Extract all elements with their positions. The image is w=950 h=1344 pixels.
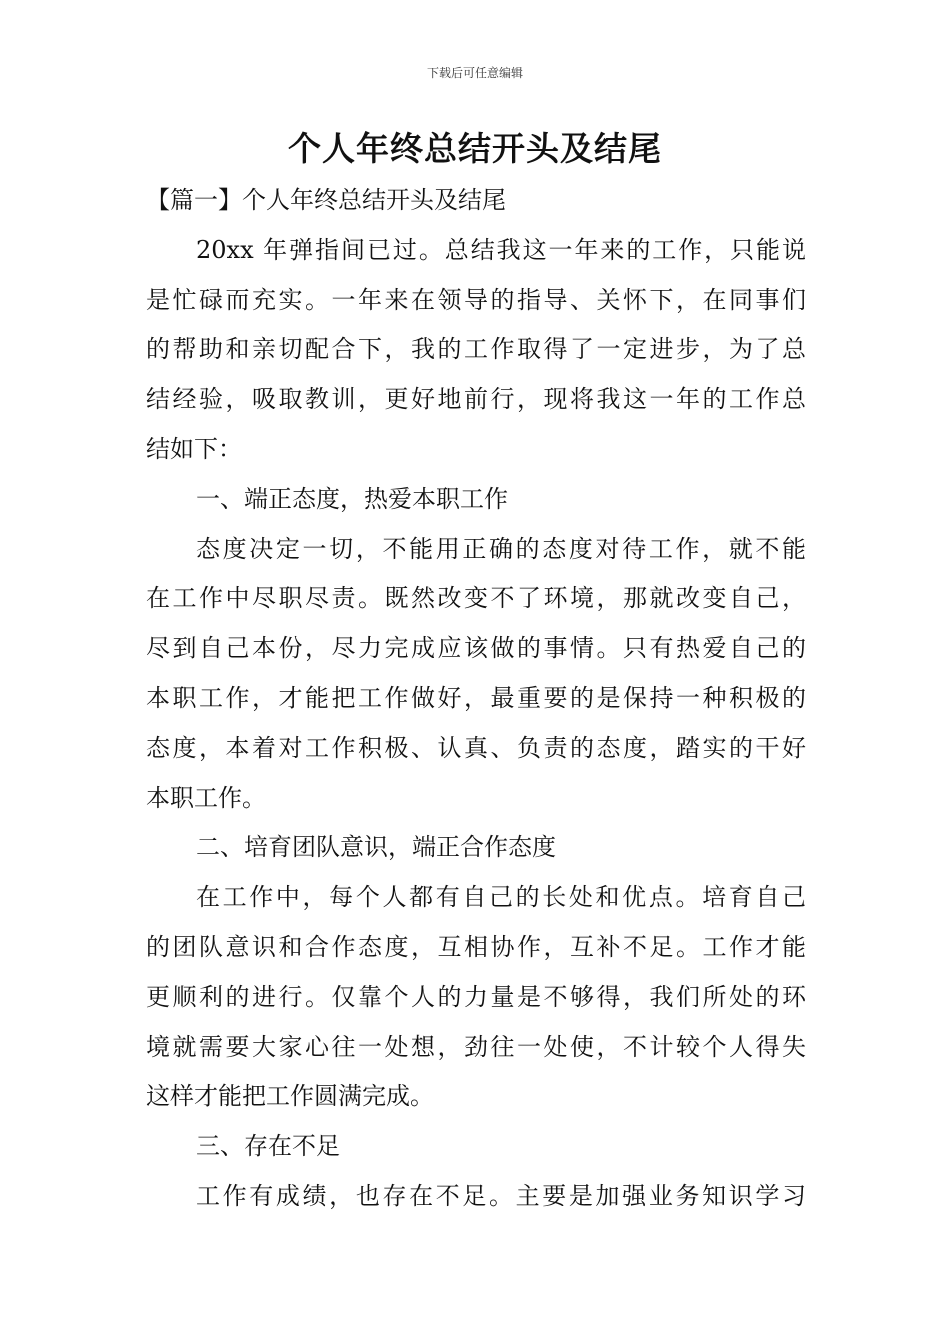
text-line: 的团队意识和合作态度，互相协作，互补不足。工作才能 <box>146 932 806 961</box>
text-line: 境就需要大家心往一处想，劲往一处使，不计较个人得失 <box>146 1032 806 1061</box>
text-line: 20xx 年弹指间已过。总结我这一年来的工作，只能说 <box>196 235 806 264</box>
text-line: 结经验，吸取教训，更好地前行，现将我这一年的工作总 <box>146 385 806 414</box>
text-line: 尽到自己本份，尽力完成应该做的事情。只有热爱自己的 <box>146 634 806 663</box>
text-line: 更顺利的进行。仅靠个人的力量是不够得，我们所处的环 <box>146 982 806 1011</box>
text-line: 结如下： <box>146 434 242 463</box>
text-line: 本职工作，才能把工作做好，最重要的是保持一种积极的 <box>146 683 806 712</box>
text-line: 在工作中，每个人都有自己的长处和优点。培育自己 <box>196 883 806 912</box>
header-note: 下载后可任意编辑 <box>426 66 523 80</box>
text-line: 这样才能把工作圆满完成。 <box>146 1082 434 1111</box>
document-body <box>146 176 806 1222</box>
text-line: 在工作中尽职尽责。既然改变不了环境，那就改变自己， <box>146 584 806 613</box>
text-line: 态度决定一切，不能用正确的态度对待工作，就不能 <box>196 534 806 563</box>
text-line: 的帮助和亲切配合下，我的工作取得了一定进步，为了总 <box>146 335 806 364</box>
text-line: 三、存在不足 <box>196 1132 340 1161</box>
text-line: 本职工作。 <box>146 783 266 812</box>
document-title: 个人年终总结开头及结尾 <box>288 129 662 168</box>
text-line: 二、培育团队意识，端正合作态度 <box>196 833 556 862</box>
text-line: 态度，本着对工作积极、认真、负责的态度，踏实的干好 <box>146 733 806 762</box>
text-line: 工作有成绩，也存在不足。主要是加强业务知识学习 <box>196 1181 806 1210</box>
text-line: 【篇一】个人年终总结开头及结尾 <box>146 186 506 214</box>
text-line: 是忙碌而充实。一年来在领导的指导、关怀下，在同事们 <box>146 285 806 314</box>
text-line: 一、端正态度，热爱本职工作 <box>196 484 508 513</box>
